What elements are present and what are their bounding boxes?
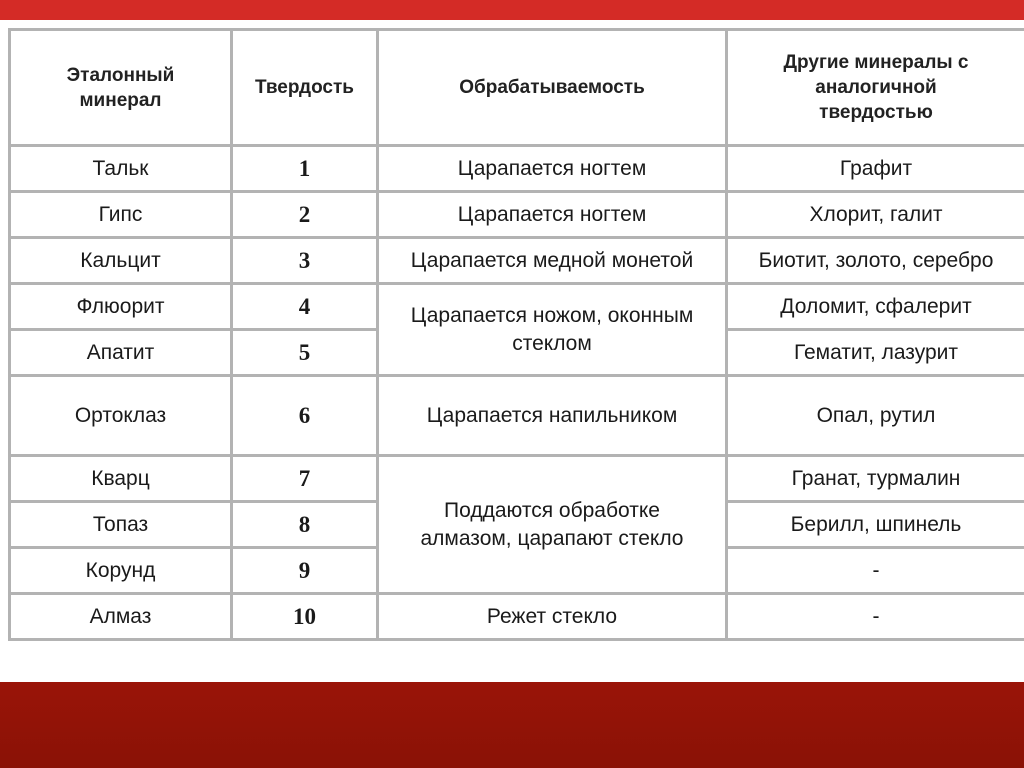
other-minerals-cell: Гранат, турмалин bbox=[728, 457, 1024, 503]
mineral-cell: Тальк bbox=[11, 147, 233, 193]
mineral-cell: Апатит bbox=[11, 331, 233, 377]
table-row bbox=[11, 457, 1024, 503]
mineral-cell: Кварц bbox=[11, 457, 233, 503]
header-other-minerals: Другие минералы с аналогичной твердостью bbox=[728, 31, 1024, 147]
hardness-cell: 3 bbox=[233, 239, 379, 285]
other-minerals-cell: Берилл, шпинель bbox=[728, 503, 1024, 549]
hardness-cell: 5 bbox=[233, 331, 379, 377]
hardness-cell: 4 bbox=[233, 285, 379, 331]
other-minerals-cell: Хлорит, галит bbox=[728, 193, 1024, 239]
header-hardness: Твердость bbox=[233, 31, 379, 147]
mineral-cell: Топаз bbox=[11, 503, 233, 549]
other-minerals-cell: Графит bbox=[728, 147, 1024, 193]
table-row bbox=[11, 285, 1024, 331]
workability-cell: Царапается ногтем bbox=[379, 193, 728, 239]
mineral-cell: Корунд bbox=[11, 549, 233, 595]
other-minerals-cell: Гематит, лазурит bbox=[728, 331, 1024, 377]
hardness-cell: 8 bbox=[233, 503, 379, 549]
hardness-cell: 6 bbox=[233, 377, 379, 457]
mineral-cell: Флюорит bbox=[11, 285, 233, 331]
table-row bbox=[11, 595, 1024, 641]
mineral-cell: Кальцит bbox=[11, 239, 233, 285]
workability-cell: Царапается ножом, оконным стеклом bbox=[379, 285, 728, 377]
workability-cell: Царапается медной монетой bbox=[379, 239, 728, 285]
hardness-cell: 10 bbox=[233, 595, 379, 641]
table-row bbox=[11, 239, 1024, 285]
table-row bbox=[11, 193, 1024, 239]
mineral-cell: Ортоклаз bbox=[11, 377, 233, 457]
mineral-cell: Алмаз bbox=[11, 595, 233, 641]
workability-cell: Режет стекло bbox=[379, 595, 728, 641]
mineral-cell: Гипс bbox=[11, 193, 233, 239]
header-standard-mineral: Эталонный минерал bbox=[11, 31, 233, 147]
other-minerals-cell: Доломит, сфалерит bbox=[728, 285, 1024, 331]
other-minerals-cell: - bbox=[728, 595, 1024, 641]
bottom-decorative-band bbox=[0, 682, 1024, 768]
top-accent-bar bbox=[0, 0, 1024, 20]
table-header-row bbox=[11, 31, 1024, 147]
workability-cell: Царапается напильником bbox=[379, 377, 728, 457]
workability-cell: Царапается ногтем bbox=[379, 147, 728, 193]
hardness-cell: 1 bbox=[233, 147, 379, 193]
hardness-cell: 9 bbox=[233, 549, 379, 595]
table-row bbox=[11, 377, 1024, 457]
other-minerals-cell: Биотит, золото, серебро bbox=[728, 239, 1024, 285]
hardness-cell: 7 bbox=[233, 457, 379, 503]
table-row bbox=[11, 147, 1024, 193]
workability-cell: Поддаются обработке алмазом, царапают стекло bbox=[379, 457, 728, 595]
header-workability: Обрабатываемость bbox=[379, 31, 728, 147]
other-minerals-cell: Опал, рутил bbox=[728, 377, 1024, 457]
other-minerals-cell: - bbox=[728, 549, 1024, 595]
mohs-hardness-table bbox=[8, 28, 1024, 641]
hardness-cell: 2 bbox=[233, 193, 379, 239]
